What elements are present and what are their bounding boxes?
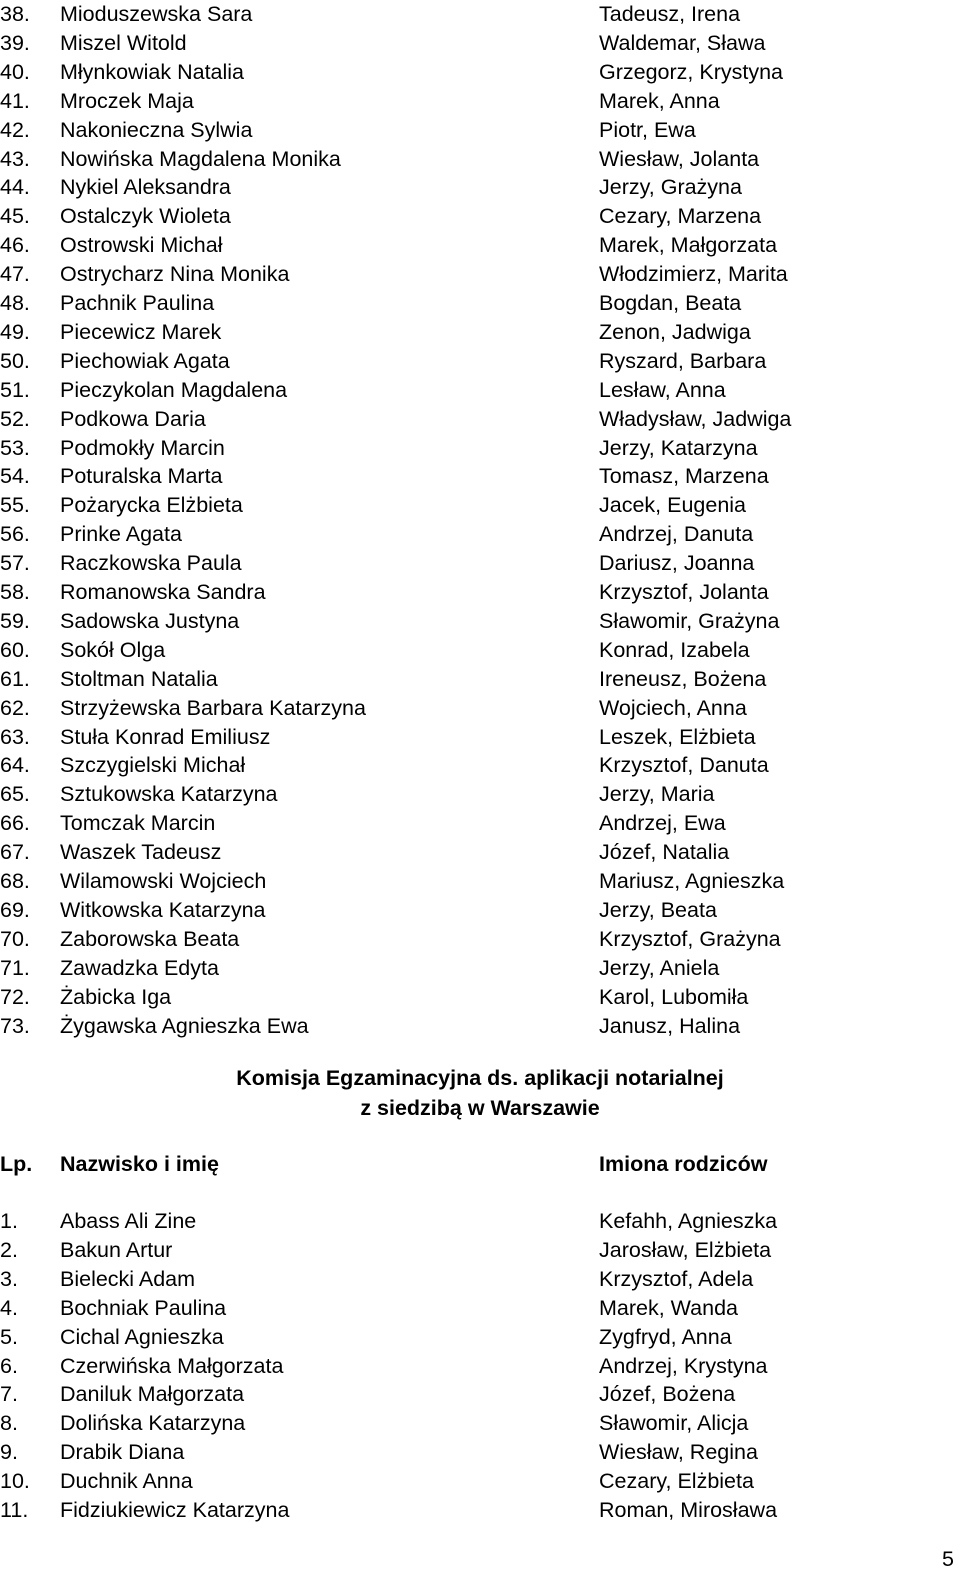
column-header-name: Nazwisko i imię — [60, 1152, 219, 1176]
item-parents: Andrzej, Ewa — [599, 811, 726, 836]
item-name: Zawadzka Edyta — [60, 955, 219, 980]
item-parents: Roman, Mirosława — [599, 1498, 778, 1522]
item-parents: Wojciech, Anna — [599, 695, 747, 720]
item-name: Dolińska Katarzyna — [60, 1411, 246, 1436]
item-number: 6. — [0, 1353, 18, 1378]
item-parents: Zenon, Jadwiga — [599, 319, 751, 344]
section-title-line1: Komisja Egzaminacyjna ds. aplikacji notarialnej — [236, 1066, 724, 1090]
item-parents: Włodzimierz, Marita — [599, 262, 788, 287]
item-parents: Leszek, Elżbieta — [599, 724, 756, 749]
item-name: Mroczek Maja — [60, 88, 194, 113]
item-name: Podmokły Marcin — [60, 435, 225, 460]
item-name: Ostrycharz Nina Monika — [60, 262, 290, 287]
item-number: 3. — [0, 1266, 18, 1291]
item-name: Mioduszewska Sara — [60, 2, 253, 26]
item-number: 64. — [0, 753, 30, 778]
item-name: Ostrowski Michał — [60, 233, 223, 258]
item-name: Strzyżewska Barbara Katarzyna — [60, 695, 366, 720]
item-name: Nakonieczna Sylwia — [60, 117, 253, 142]
item-parents: Wiesław, Jolanta — [599, 146, 760, 171]
item-number: 5. — [0, 1324, 18, 1349]
item-name: Cichal Agnieszka — [60, 1324, 224, 1349]
page-number: 5 — [942, 1547, 954, 1571]
item-number: 55. — [0, 493, 30, 518]
item-number: 10. — [0, 1469, 30, 1494]
item-parents: Zygfryd, Anna — [599, 1324, 732, 1349]
item-name: Pieczykolan Magdalena — [60, 377, 288, 402]
item-parents: Jerzy, Beata — [599, 897, 717, 922]
item-parents: Mariusz, Agnieszka — [599, 869, 785, 893]
item-number: 70. — [0, 926, 30, 951]
section-title-line2: z siedzibą w Warszawie — [360, 1096, 600, 1120]
item-number: 53. — [0, 435, 30, 460]
item-name: Czerwińska Małgorzata — [60, 1353, 284, 1378]
item-number: 52. — [0, 406, 30, 431]
item-name: Żabicka Iga — [60, 984, 172, 1009]
item-parents: Jerzy, Aniela — [599, 955, 720, 980]
item-name: Duchnik Anna — [60, 1469, 193, 1494]
item-name: Nykiel Aleksandra — [60, 175, 231, 200]
item-number: 51. — [0, 377, 30, 402]
item-parents: Janusz, Halina — [599, 1013, 741, 1038]
item-parents: Jerzy, Grażyna — [599, 175, 742, 200]
item-parents: Cezary, Elżbieta — [599, 1469, 754, 1494]
item-parents: Jerzy, Maria — [599, 782, 715, 807]
item-name: Daniluk Małgorzata — [60, 1382, 245, 1407]
item-number: 68. — [0, 869, 30, 893]
item-number: 72. — [0, 984, 30, 1009]
item-number: 39. — [0, 30, 30, 55]
item-parents: Krzysztof, Jolanta — [599, 580, 769, 604]
item-parents: Bogdan, Beata — [599, 291, 742, 315]
item-parents: Marek, Małgorzata — [599, 233, 778, 258]
item-parents: Krzysztof, Grażyna — [599, 926, 781, 951]
item-parents: Jacek, Eugenia — [599, 493, 747, 518]
item-number: 69. — [0, 897, 30, 922]
item-parents: Sławomir, Grażyna — [599, 608, 780, 633]
item-parents: Marek, Wanda — [599, 1295, 739, 1320]
item-name: Młynkowiak Natalia — [60, 59, 245, 84]
item-parents: Piotr, Ewa — [599, 117, 696, 142]
item-parents: Ireneusz, Bożena — [599, 666, 767, 691]
item-name: Piecewicz Marek — [60, 319, 222, 344]
item-number: 7. — [0, 1382, 18, 1407]
item-number: 54. — [0, 464, 30, 489]
item-name: Pachnik Paulina — [60, 291, 215, 315]
column-header-lp: Lp. — [0, 1152, 33, 1176]
item-name: Witkowska Katarzyna — [60, 897, 266, 922]
item-name: Pożarycka Elżbieta — [60, 493, 243, 518]
item-parents: Krzysztof, Adela — [599, 1266, 754, 1291]
item-number: 4. — [0, 1295, 18, 1320]
item-number: 1. — [0, 1209, 18, 1233]
item-number: 40. — [0, 59, 30, 84]
item-name: Raczkowska Paula — [60, 551, 242, 576]
item-name: Abass Ali Zine — [60, 1209, 197, 1233]
item-number: 50. — [0, 348, 30, 373]
item-number: 65. — [0, 782, 30, 807]
item-name: Poturalska Marta — [60, 464, 223, 489]
item-parents: Józef, Natalia — [599, 840, 730, 865]
item-number: 45. — [0, 204, 30, 229]
item-name: Żygawska Agnieszka Ewa — [60, 1013, 309, 1038]
item-name: Romanowska Sandra — [60, 580, 266, 604]
item-number: 56. — [0, 522, 30, 547]
item-name: Wilamowski Wojciech — [60, 869, 267, 893]
column-header-parents: Imiona rodziców — [599, 1152, 768, 1176]
item-parents: Krzysztof, Danuta — [599, 753, 769, 778]
item-name: Sadowska Justyna — [60, 608, 240, 633]
item-number: 62. — [0, 695, 30, 720]
item-parents: Lesław, Anna — [599, 377, 726, 402]
item-parents: Dariusz, Joanna — [599, 551, 755, 576]
item-name: Szczygielski Michał — [60, 753, 246, 778]
item-name: Ostalczyk Wioleta — [60, 204, 231, 229]
item-name: Stoltman Natalia — [60, 666, 218, 691]
item-name: Fidziukiewicz Katarzyna — [60, 1498, 290, 1522]
item-parents: Wiesław, Regina — [599, 1440, 758, 1465]
item-parents: Kefahh, Agnieszka — [599, 1209, 778, 1233]
item-parents: Ryszard, Barbara — [599, 348, 767, 373]
item-parents: Andrzej, Danuta — [599, 522, 754, 547]
item-number: 11. — [0, 1498, 29, 1522]
item-parents: Władysław, Jadwiga — [599, 406, 792, 431]
item-name: Podkowa Daria — [60, 406, 206, 431]
item-name: Piechowiak Agata — [60, 348, 230, 373]
item-name: Tomczak Marcin — [60, 811, 216, 836]
item-name: Miszel Witold — [60, 30, 187, 55]
item-name: Nowińska Magdalena Monika — [60, 146, 341, 171]
item-parents: Waldemar, Sława — [599, 30, 766, 55]
item-number: 42. — [0, 117, 30, 142]
item-name: Bochniak Paulina — [60, 1295, 227, 1320]
item-number: 67. — [0, 840, 30, 865]
item-number: 59. — [0, 608, 30, 633]
item-name: Bielecki Adam — [60, 1266, 196, 1291]
item-number: 63. — [0, 724, 30, 749]
item-parents: Karol, Lubomiła — [599, 984, 749, 1009]
item-number: 66. — [0, 811, 30, 836]
item-number: 46. — [0, 233, 30, 258]
item-name: Bakun Artur — [60, 1237, 173, 1262]
item-number: 44. — [0, 175, 30, 200]
item-name: Stuła Konrad Emiliusz — [60, 724, 271, 749]
item-parents: Sławomir, Alicja — [599, 1411, 749, 1436]
item-parents: Józef, Bożena — [599, 1382, 736, 1407]
item-number: 47. — [0, 262, 30, 287]
item-parents: Grzegorz, Krystyna — [599, 59, 783, 84]
item-parents: Konrad, Izabela — [599, 637, 750, 662]
item-parents: Marek, Anna — [599, 88, 720, 113]
item-name: Waszek Tadeusz — [60, 840, 222, 865]
item-parents: Andrzej, Krystyna — [599, 1353, 768, 1378]
item-number: 58. — [0, 580, 30, 604]
item-number: 48. — [0, 291, 30, 315]
item-number: 41. — [0, 88, 30, 113]
item-name: Drabik Diana — [60, 1440, 185, 1465]
item-parents: Tomasz, Marzena — [599, 464, 769, 489]
item-number: 38. — [0, 2, 30, 26]
item-number: 43. — [0, 146, 30, 171]
item-parents: Cezary, Marzena — [599, 204, 762, 229]
item-number: 61. — [0, 666, 30, 691]
item-name: Zaborowska Beata — [60, 926, 240, 951]
item-number: 49. — [0, 319, 30, 344]
item-name: Sztukowska Katarzyna — [60, 782, 278, 807]
item-number: 2. — [0, 1237, 18, 1262]
item-number: 71. — [0, 955, 30, 980]
item-number: 73. — [0, 1013, 30, 1038]
item-parents: Jarosław, Elżbieta — [599, 1237, 772, 1262]
item-name: Prinke Agata — [60, 522, 182, 547]
item-number: 8. — [0, 1411, 18, 1436]
item-parents: Tadeusz, Irena — [599, 2, 741, 26]
item-number: 9. — [0, 1440, 18, 1465]
item-parents: Jerzy, Katarzyna — [599, 435, 758, 460]
item-number: 57. — [0, 551, 30, 576]
item-number: 60. — [0, 637, 30, 662]
item-name: Sokół Olga — [60, 637, 166, 662]
